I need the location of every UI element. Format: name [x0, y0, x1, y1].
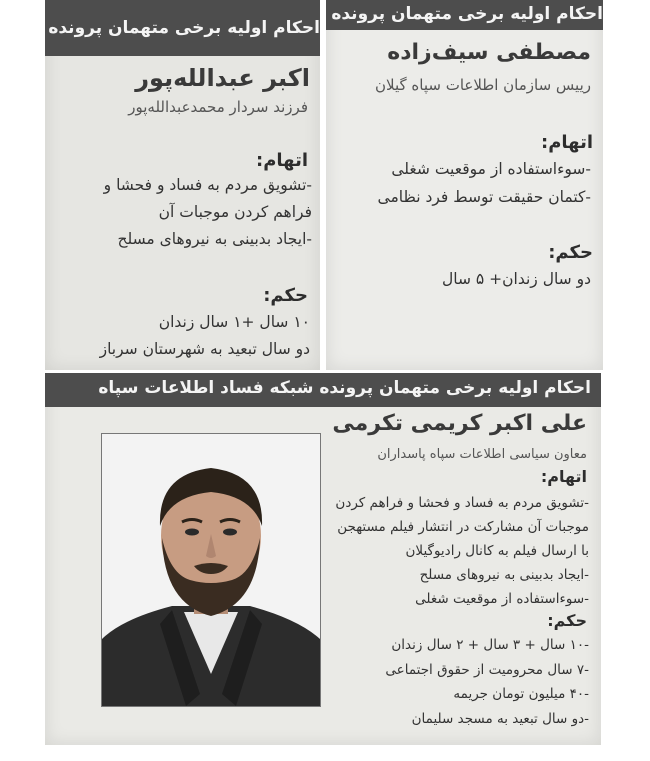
- charge-line: -کتمان حقیقت توسط فرد نظامی: [377, 188, 591, 206]
- charge-line: فراهم کردن موجبات آن: [158, 203, 312, 221]
- charge-line: -سوءاستفاده از موقعیت شغلی: [415, 591, 589, 607]
- defendant-subtitle: رییس سازمان اطلاعات سپاه گیلان: [375, 76, 591, 94]
- charge-line: با ارسال فیلم به کانال رادیوگیلان: [405, 543, 589, 559]
- sentence-label: حکم:: [548, 242, 593, 263]
- clipping-header: احکام اولیه برخی متهمان پرونده: [45, 0, 320, 56]
- charges-label: اتهام:: [256, 150, 308, 171]
- defendant-name: اکبر عبدالله‌پور: [135, 64, 310, 92]
- clipping-ali-akbar-karimi-takarmi: [45, 373, 601, 745]
- clipping-akbar-abdollahpour: [45, 0, 320, 370]
- sentence-line: دو سال تبعید به شهرستان سرباز: [99, 340, 310, 358]
- clipping-mostafa-seifzadeh: [326, 0, 603, 370]
- defendant-name: مصطفی سیف‌زاده: [387, 40, 591, 65]
- clipping-header: احکام اولیه برخی متهمان پرونده شبکه فساد اطلاعات سپاه: [45, 373, 601, 407]
- sentence-line: دو سال زندان+ ۵ سال: [442, 270, 591, 288]
- sentence-label: حکم:: [263, 285, 308, 306]
- charges-label: اتهام:: [540, 467, 587, 486]
- charge-line: -تشویق مردم به فساد و فحشا و فراهم کردن: [335, 495, 589, 511]
- charge-line: موجبات آن مشارکت در انتشار فیلم مستهجن: [337, 519, 589, 535]
- defendant-subtitle: فرزند سردار محمدعبدالله‌پور: [128, 98, 308, 116]
- charge-line: -ایجاد بدبینی به نیروهای مسلح: [117, 230, 312, 248]
- clipping-header: احکام اولیه برخی متهمان پرونده: [326, 0, 603, 30]
- charge-line: -سوءاستفاده از موقعیت شغلی: [391, 160, 591, 178]
- portrait-image: [102, 434, 320, 706]
- charge-line: -ایجاد بدبینی به نیروهای مسلح: [419, 567, 589, 583]
- charge-line: -تشویق مردم به فساد و فحشا و: [103, 176, 312, 194]
- sentence-line: ۱۰ سال +۱ سال زندان: [158, 313, 310, 331]
- sentence-line: -۴۰ میلیون تومان جریمه: [453, 686, 589, 702]
- defendant-name: علی اکبر کریمی تکرمی: [332, 411, 587, 436]
- sentence-line: -۷ سال محرومیت از حقوق اجتماعی: [385, 662, 589, 678]
- sentence-line: -۱۰ سال + ۳ سال + ۲ سال زندان: [391, 637, 589, 653]
- sentence-line: -دو سال تبعید به مسجد سلیمان: [411, 711, 589, 727]
- sentence-label: حکم:: [547, 611, 587, 630]
- defendant-photo: [101, 433, 321, 707]
- defendant-subtitle: معاون سیاسی اطلاعات سپاه پاسداران: [377, 447, 587, 462]
- charges-label: اتهام:: [541, 132, 593, 153]
